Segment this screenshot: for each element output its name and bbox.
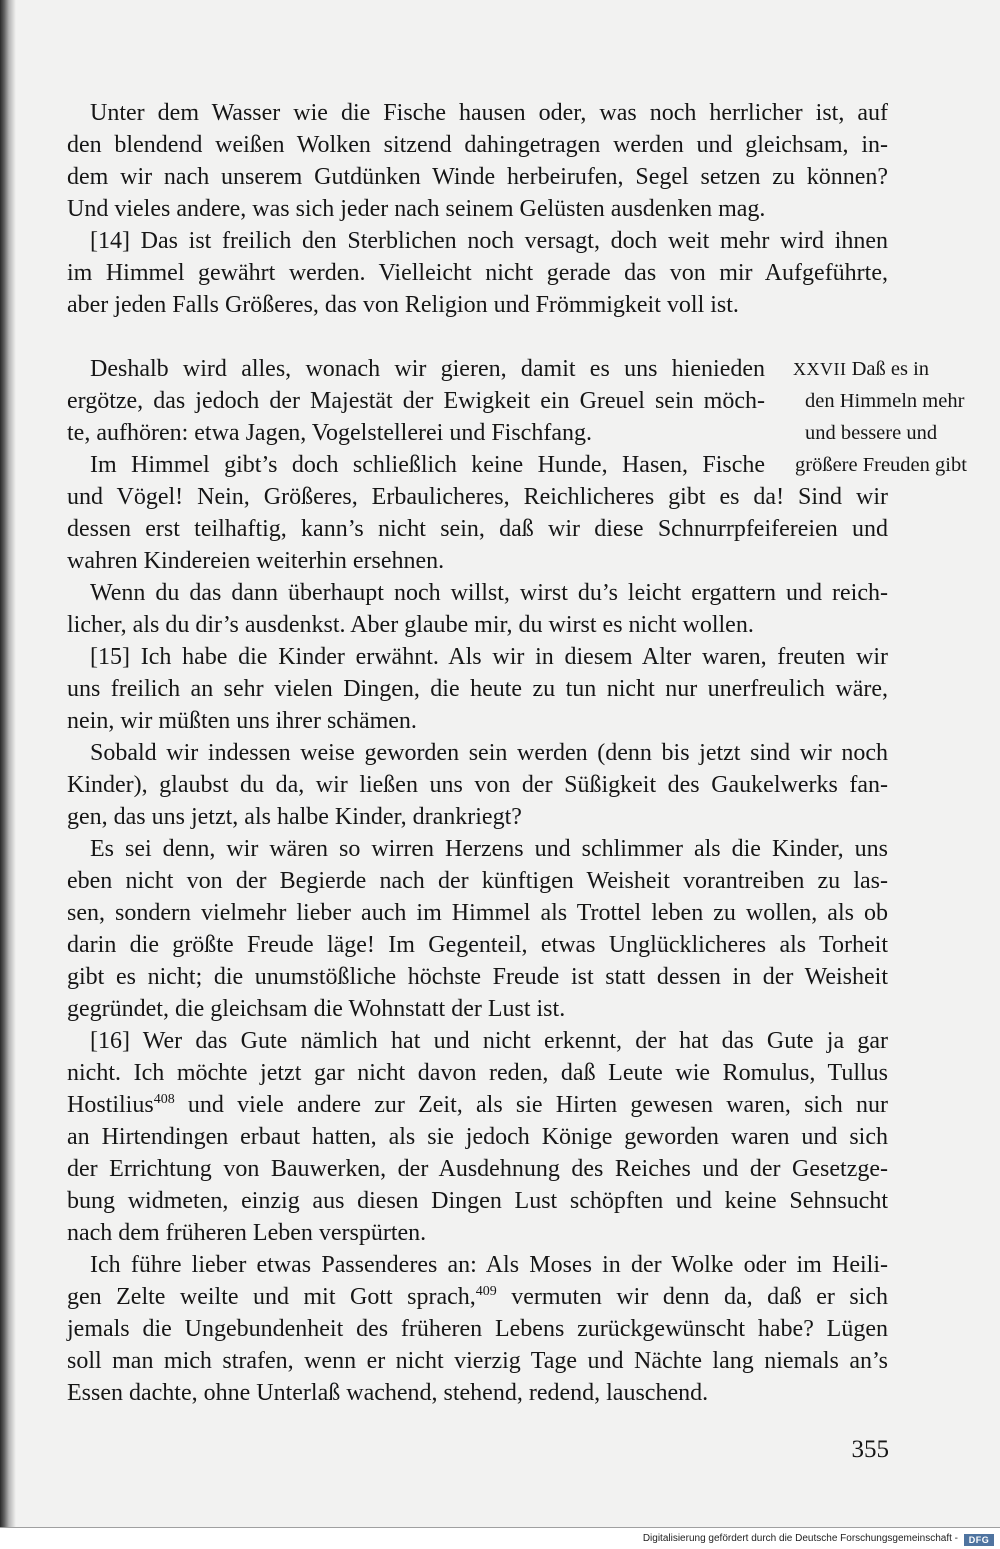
text-line: sen, sondern vielmehr lieber auch im Himmel als Trottel leben zu wollen, als ob <box>67 900 888 926</box>
margin-note-text: Daß es in <box>851 358 930 380</box>
text-line: eben nicht von der Begierde nach der künftigen Weisheit vorantreiben zu las- <box>67 868 888 894</box>
digitization-footer <box>0 1528 1000 1549</box>
text-line: [14] Das ist freilich den Sterblichen noch versagt, doch weit mehr wird ihnen <box>90 228 888 254</box>
margin-note-line: größere Freuden gibt <box>795 454 967 476</box>
text-line: Deshalb wird alles, wonach wir gieren, damit es uns hienieden <box>90 356 765 382</box>
margin-note-line: und bessere und <box>805 422 938 444</box>
paragraph <box>67 737 888 833</box>
text-line: soll man mich strafen, wenn er nicht vierzig Tage und Nächte lang niemals an’s <box>67 1348 888 1374</box>
text-line: an Hirtendingen erbaut hatten, als sie jedoch Könige geworden waren und sich <box>67 1124 888 1150</box>
text-line: Und vieles andere, was sich jeder nach seinem Gelüsten ausdenken mag. <box>67 196 766 222</box>
text-line: der Errichtung von Bauwerken, der Ausdehnung des Reiches und der Gesetzge- <box>67 1156 888 1182</box>
text-line: bung widmeten, einzig aus diesen Dingen Lust schöpften und keine Sehnsucht <box>67 1188 888 1214</box>
margin-note <box>793 353 993 481</box>
text-line: ergötze, das jedoch der Majestät der Ewigkeit ein Greuel sein möch- <box>67 388 765 414</box>
text-line: te, aufhören: etwa Jagen, Vogelstellerei und Fischfang. <box>67 420 592 446</box>
text-line: im Himmel gewährt werden. Vielleicht nicht gerade das von mir Aufgeführte, <box>67 260 888 286</box>
paragraph <box>67 833 888 1025</box>
dfg-logo: DFG <box>964 1534 994 1546</box>
text-line: gibt es nicht; die unumstößliche höchste Freude ist statt dessen in der Weisheit <box>67 964 888 990</box>
text-line: aber jeden Falls Größeres, das von Religion und Frömmigkeit voll ist. <box>67 292 739 318</box>
text-line <box>67 1281 888 1313</box>
text-line: nach dem früheren Leben verspürten. <box>67 1220 427 1246</box>
paragraph <box>67 225 888 321</box>
paragraph <box>67 1025 888 1249</box>
footnote-marker: 409 <box>475 1284 497 1299</box>
paragraph <box>67 641 888 737</box>
text-line: gegründet, die gleichsam die Wohnstatt der Lust ist. <box>67 996 566 1022</box>
paragraph <box>67 353 888 449</box>
binding-shadow <box>0 0 16 1528</box>
text-line: dessen erst teilhaftig, kann’s nicht sein, daß wir diese Schnurrpfeifereien und <box>67 516 888 542</box>
line-text: gen Zelte weilte und mit Gott sprach, <box>67 1284 476 1310</box>
text-line: Wenn du das dann überhaupt noch willst, wirst du’s leicht ergattern und reich- <box>90 580 888 606</box>
text-line: [15] Ich habe die Kinder erwähnt. Als wir in diesem Alter waren, freuten wir <box>90 644 888 670</box>
text-line: Unter dem Wasser wie die Fische hausen oder, was noch herrlicher ist, auf <box>90 100 888 126</box>
text-line: und Vögel! Nein, Größeres, Erbaulicheres, Reichlicheres gibt es da! Sind wir <box>67 484 888 510</box>
paragraph <box>67 577 888 641</box>
text-line: nein, wir müßten uns ihrer schämen. <box>67 708 417 734</box>
text-line: wahren Kindereien weiterhin ersehnen. <box>67 548 445 574</box>
text-line: nicht. Ich möchte jetzt gar nicht davon reden, daß Leute wie Romulus, Tullus <box>67 1060 888 1086</box>
paragraph <box>67 97 888 225</box>
paragraph <box>67 449 888 577</box>
line-text: vermuten wir denn da, daß er sich <box>496 1284 888 1310</box>
text-line: uns freilich an sehr vielen Dingen, die heute zu tun nicht nur unerfreulich wäre, <box>67 676 888 702</box>
footnote-marker: 408 <box>153 1092 175 1107</box>
text-line: jemals die Ungebundenheit des früheren Lebens zurückgewünscht habe? Lügen <box>67 1316 888 1342</box>
text-line: Es sei denn, wir wären so wirren Herzens und schlimmer als die Kinder, uns <box>90 836 888 862</box>
text-line: darin die größte Freude läge! Im Gegenteil, etwas Unglücklicheres als Torheit <box>67 932 888 958</box>
line-text: Hostilius <box>67 1092 154 1118</box>
text-line: Ich führe lieber etwas Passenderes an: Als Moses in der Wolke oder im Heili- <box>90 1252 888 1278</box>
text-line: den blendend weißen Wolken sitzend dahingetragen werden und gleichsam, in- <box>67 132 888 158</box>
margin-note-line <box>793 353 993 385</box>
text-line: dem wir nach unserem Gutdünken Winde herbeirufen, Segel setzen zu können? <box>67 164 888 190</box>
text-line: gen, das uns jetzt, als halbe Kinder, drankriegt? <box>67 804 522 830</box>
paragraph <box>67 1249 888 1409</box>
text-line: Kinder), glaubst du da, wir ließen uns von der Süßigkeit des Gaukelwerks fan- <box>67 772 888 798</box>
text-line: Sobald wir indessen weise geworden sein werden (denn bis jetzt sind wir noch <box>90 740 888 766</box>
text-line: [16] Wer das Gute nämlich hat und nicht erkennt, der hat das Gute ja gar <box>90 1028 888 1054</box>
line-text: und viele andere zur Zeit, als sie Hirten gewesen waren, sich nur <box>174 1092 888 1118</box>
text-line: licher, als du dir’s ausdenkst. Aber glaube mir, du wirst es nicht wollen. <box>67 612 754 638</box>
text-line: Im Himmel gibt’s doch schließlich keine Hunde, Hasen, Fische <box>90 452 765 478</box>
margin-note-line: den Himmeln mehr <box>805 390 965 412</box>
text-line <box>67 1089 888 1121</box>
footer-credit-text: Digitalisierung gefördert durch die Deutsche Forschungsgemeinschaft - <box>642 1533 958 1544</box>
text-line: Essen dachte, ohne Unterlaß wachend, stehend, redend, lauschend. <box>67 1380 709 1406</box>
body-text <box>67 97 888 1409</box>
page-number: 355 <box>851 1436 889 1463</box>
section-break <box>67 321 888 353</box>
margin-note-number: XXVII <box>793 359 847 379</box>
